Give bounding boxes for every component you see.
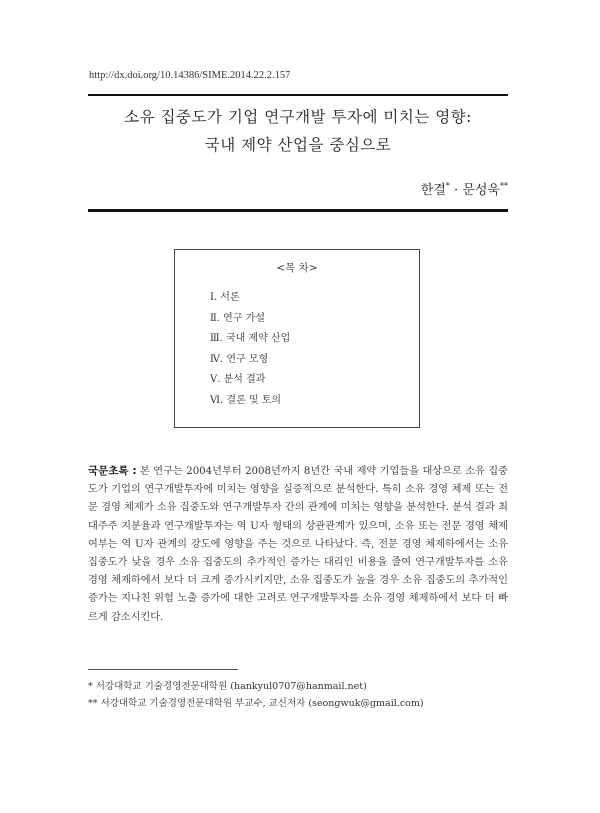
toc-item: Ⅱ. 연구 가설 — [210, 312, 265, 324]
author-separator: · — [449, 183, 463, 198]
footnote-author-2: ** 서강대학교 기술경영전문대학원 부교수, 교신저자 (seongwuk@gmail.com) — [88, 698, 424, 709]
toc-list — [210, 288, 290, 412]
abstract-text: 본 연구는 2004년부터 2008년까지 8년간 국내 제약 기업들을 대상으로 소유 집중도가 기업의 연구개발투자에 미치는 영향을 실증적으로 분석한다. 특히 소유 경영 체제 또는 전문 경영 체제가 소유 집중도와 연구개발투자 간의 관계에 미치는 영향을 분석한다. 분석 결과 최대주주 지분율과 연구개발투자는 역 U자 형태의 상관관계가 있으며, 소유 또는 전문 경영 체제 여부는 역 U자 관계의 강도에 영향을 주는 것으로 나타났다. 즉, 전문 경영 체제하에서는 소유 집중도가 낮을 경우 소유 집중도의 추가적인 증가는 대리인 비용을 줄여 연구개발투자를 소유 경영 체제하에서 보다 더 크게 증가시키지만, 소유 집중도가 높을 경우 소유 집중도의 추가적인 증가는 지나친 위험 노출 증가에 대한 고려로 연구개발투자를 소유 경영 체제하에서 보다 더 빠르게 감소시킨다. — [88, 466, 508, 623]
toc-item: Ⅴ. 분석 결과 — [210, 374, 266, 386]
toc-item: Ⅲ. 국내 제약 산업 — [210, 333, 291, 345]
toc-item: Ⅰ. 서론 — [210, 292, 240, 303]
paper-title-line1: 소유 집중도가 기업 연구개발 투자에 미치는 영향: — [124, 108, 472, 126]
author-1-name: 한결 — [420, 183, 446, 198]
title-bottom-rule — [88, 209, 508, 212]
footnote-author-1: * 서강대학교 기술경영전문대학원 (hankyul0707@hanmail.net) — [88, 681, 367, 692]
doi-link[interactable]: http://dx.doi.org/10.14386/SIME.2014.22.2.157 — [89, 70, 291, 81]
author-2-footnote-mark: ** — [500, 181, 508, 191]
toc-item: Ⅵ. 결론 및 토의 — [210, 394, 282, 406]
paper-title-line2: 국내 제약 산업을 중심으로 — [204, 136, 392, 154]
toc-item: Ⅳ. 연구 모형 — [210, 353, 269, 365]
author-line — [421, 179, 508, 198]
toc-title: <목 차> — [276, 262, 318, 274]
footnote-rule — [88, 669, 238, 670]
abstract-label: 국문초록 : — [88, 465, 137, 477]
korean-abstract — [88, 462, 508, 627]
author-1-footnote-mark: * — [445, 181, 450, 191]
author-2-name: 문성욱 — [462, 183, 500, 198]
title-top-rule — [88, 94, 508, 96]
